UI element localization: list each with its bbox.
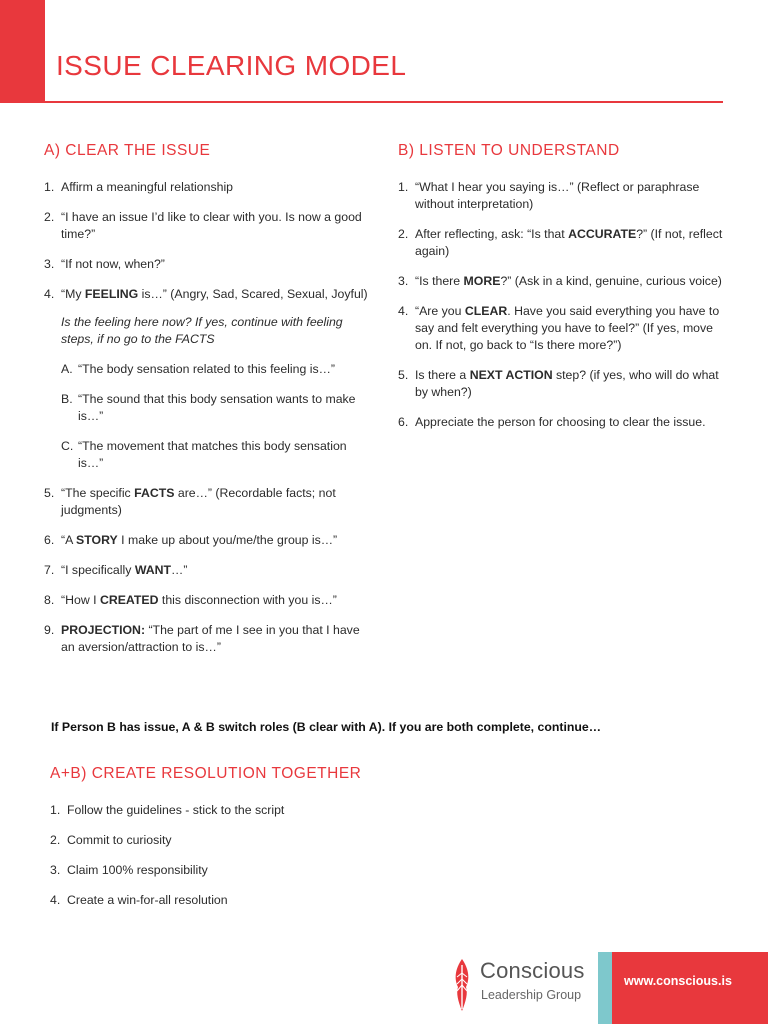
section-a-list <box>44 179 374 303</box>
list-item-number: A. <box>61 362 73 376</box>
list-item-number: 7. <box>44 563 55 577</box>
list-item-text: Affirm a meaningful relationship <box>61 180 234 194</box>
logo-subtitle: Leadership Group <box>481 988 582 1002</box>
list-item <box>44 562 374 579</box>
list-item-number: 6. <box>398 415 409 429</box>
list-item-number: 6. <box>44 533 55 547</box>
list-item <box>398 179 728 213</box>
list-item-text: “The movement that matches this body sensation is…” <box>78 439 347 470</box>
section-b-list <box>398 179 728 431</box>
website-link[interactable]: www.conscious.is <box>624 974 732 988</box>
list-item-text: Appreciate the person for choosing to clear the issue. <box>415 415 706 429</box>
list-item <box>44 256 374 273</box>
list-item <box>50 832 450 849</box>
list-item <box>44 485 374 519</box>
list-item-text: Follow the guidelines - stick to the script <box>67 803 285 817</box>
list-item-number: 3. <box>398 274 409 288</box>
header-accent-bar <box>0 0 45 103</box>
list-item-number: 4. <box>398 304 409 318</box>
list-item-text: “What I hear you saying is…” (Reflect or paraphrase without interpretation) <box>415 180 700 211</box>
list-item-number: 3. <box>44 257 55 271</box>
list-item <box>61 391 374 425</box>
section-c-list <box>50 802 450 909</box>
page-title: ISSUE CLEARING MODEL <box>56 50 407 81</box>
list-item-number: 5. <box>44 486 55 500</box>
list-item-number: 8. <box>44 593 55 607</box>
list-item-number: 5. <box>398 368 409 382</box>
list-item <box>50 892 450 909</box>
list-item <box>50 802 450 819</box>
list-item <box>44 622 374 656</box>
list-item-number: 4. <box>50 893 61 907</box>
list-item-text: Commit to curiosity <box>67 833 172 847</box>
list-item-text: “Are you CLEAR. Have you said everything you have to say and felt everything you have to feel?” (If yes, move on. If not, go back to “Is there more?”) <box>415 304 720 352</box>
list-item-text: PROJECTION: “The part of me I see in you that I have an aversion/attraction to is…” <box>61 623 360 654</box>
list-item <box>44 179 374 196</box>
section-a-heading: A) CLEAR THE ISSUE <box>44 142 211 159</box>
list-item-text: “The specific FACTS are…” (Recordable facts; not judgments) <box>61 486 336 517</box>
list-item-number: 2. <box>44 210 55 224</box>
title-divider <box>45 101 723 103</box>
list-item <box>50 862 450 879</box>
list-item <box>398 226 728 260</box>
logo-name: Conscious <box>480 958 585 983</box>
list-item <box>398 414 728 431</box>
feather-flame-icon <box>452 957 472 1013</box>
list-item-text: “I have an issue I’d like to clear with you. Is now a good time?” <box>61 210 362 241</box>
list-item-number: 1. <box>50 803 61 817</box>
list-item-text: Claim 100% responsibility <box>67 863 208 877</box>
list-item <box>398 303 728 354</box>
feeling-substeps-list <box>44 361 374 472</box>
list-item <box>398 367 728 401</box>
conscious-leadership-logo <box>452 955 602 1015</box>
footer-red-block <box>612 952 768 1024</box>
list-item-number: 3. <box>50 863 61 877</box>
section-create-resolution <box>50 765 450 922</box>
list-item <box>44 592 374 609</box>
section-b-heading: B) LISTEN TO UNDERSTAND <box>398 142 620 159</box>
list-item <box>398 273 728 290</box>
list-item-text: “A STORY I make up about you/me/the group is…” <box>61 533 338 547</box>
list-item <box>44 209 374 243</box>
list-item-number: 2. <box>50 833 61 847</box>
list-item-number: B. <box>61 392 73 406</box>
list-item-text: After reflecting, ask: “Is that ACCURATE?” (If not, reflect again) <box>415 227 723 258</box>
switch-roles-instruction: If Person B has issue, A & B switch roles (B clear with A). If you are both complete, continue… <box>51 720 602 734</box>
list-item <box>44 532 374 549</box>
list-item-text: Is there a NEXT ACTION step? (if yes, who will do what by when?) <box>415 368 719 399</box>
list-item-number: 4. <box>44 287 55 301</box>
list-item-text: “The body sensation related to this feeling is…” <box>78 362 336 376</box>
list-item-text: “How I CREATED this disconnection with you is…” <box>61 593 337 607</box>
list-item <box>44 286 374 303</box>
list-item-text: “Is there MORE?” (Ask in a kind, genuine, curious voice) <box>415 274 722 288</box>
section-a-list-continued <box>44 485 374 656</box>
section-c-heading: A+B) CREATE RESOLUTION TOGETHER <box>50 765 362 782</box>
feeling-note: Is the feeling here now? If yes, continue with feeling steps, if no go to the FACTS <box>61 315 343 346</box>
footer-teal-stripe <box>598 952 612 1024</box>
list-item-text: “The sound that this body sensation wants to make is…” <box>78 392 356 423</box>
list-item-text: “I specifically WANT…” <box>61 563 188 577</box>
list-item <box>61 361 374 378</box>
list-item-text: Create a win-for-all resolution <box>67 893 228 907</box>
section-listen-to-understand <box>398 142 728 444</box>
list-item-number: 2. <box>398 227 409 241</box>
list-item-text: “If not now, when?” <box>61 257 165 271</box>
list-item-number: 1. <box>44 180 55 194</box>
list-item-number: 9. <box>44 623 55 637</box>
section-clear-the-issue <box>44 142 374 669</box>
list-item <box>61 438 374 472</box>
list-item-text: “My FEELING is…” (Angry, Sad, Scared, Sexual, Joyful) <box>61 287 368 301</box>
list-item-number: C. <box>61 439 74 453</box>
list-item-number: 1. <box>398 180 409 194</box>
